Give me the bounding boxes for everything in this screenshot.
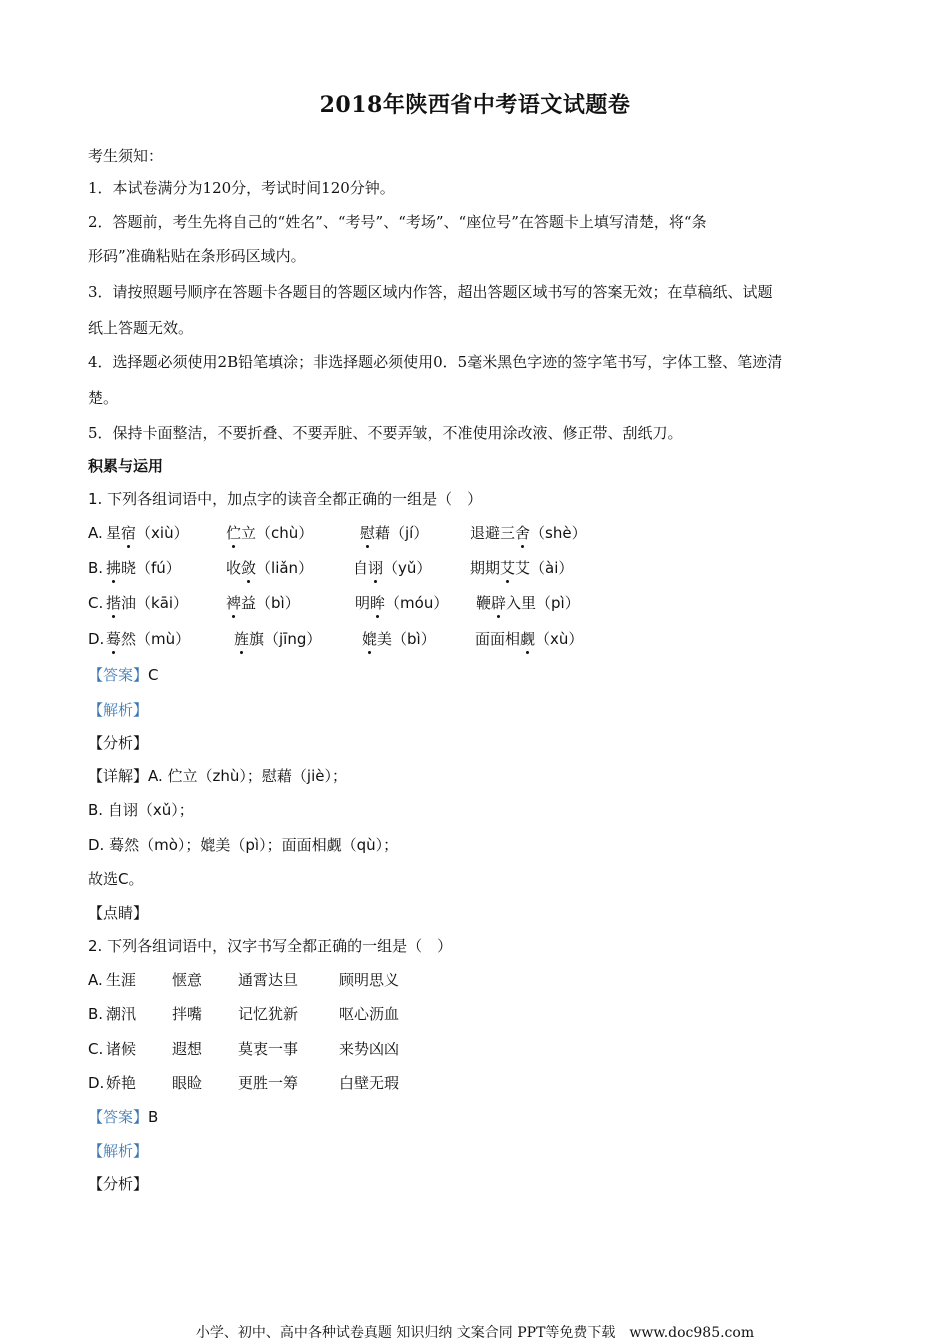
- q2-option-d: [88, 1073, 848, 1095]
- q1-option-b: [88, 558, 848, 580]
- option-word: 来势凶凶: [339, 1040, 400, 1058]
- detail-line: A. 伫立（zhù）；慰藉（jiè）；: [148, 767, 348, 785]
- q2-option-a: [88, 970, 848, 992]
- q2-option-b: [88, 1004, 848, 1026]
- option-word: 通霄达旦: [238, 971, 299, 989]
- section-heading: 积累与运用: [88, 457, 164, 475]
- q1-dianjing-tag: 【点睛】: [88, 904, 149, 922]
- option-word: 拌嘴: [172, 1005, 203, 1023]
- option-word: 眼睑: [172, 1074, 203, 1092]
- q1-stem: 1. 下列各组词语中，加点字的读音全都正确的一组是（ ）: [88, 490, 483, 508]
- option-label: B.: [88, 1005, 104, 1023]
- answer-tag: 【答案】: [88, 666, 149, 684]
- option-word: 自诩（yǔ）: [353, 559, 432, 577]
- q1-detail: [88, 766, 347, 786]
- option-word: 更胜一筹: [238, 1074, 299, 1092]
- option-word: 诸候: [106, 1040, 137, 1058]
- q1-option-c: [88, 593, 848, 615]
- option-word: 拂晓（fú）: [106, 559, 181, 577]
- notice-item: 形码”准确粘贴在条形码区域内。: [88, 247, 306, 265]
- notice-item: 2．答题前，考生先将自己的“姓名”、“考号”、“考场”、“座位号”在答题卡上填写清楚，将“条: [88, 213, 707, 231]
- option-word: 揩油（kāi）: [106, 594, 189, 612]
- notice-item: 3．请按照题号顺序在答题卡各题目的答题区域内作答，超出答题区域书写的答案无效；在草稿纸、试题: [88, 283, 773, 301]
- option-word: 明眸（móu）: [355, 594, 449, 612]
- answer-value: B: [148, 1108, 159, 1126]
- option-label: C.: [88, 594, 104, 612]
- option-word: 顾明思义: [339, 971, 400, 989]
- option-word: 旌旗（jīng）: [234, 630, 322, 648]
- q1-analysis-tag: 【解析】: [88, 701, 149, 719]
- option-word: 鞭辟入里（pì）: [476, 594, 580, 612]
- option-word: 娇艳: [106, 1074, 137, 1092]
- option-word: 面面相觑（xù）: [475, 630, 584, 648]
- notice-heading: 考生须知：: [88, 147, 164, 165]
- option-label: A.: [88, 524, 103, 542]
- option-word: 慰藉（jí）: [360, 524, 429, 542]
- q1-detail-line: B. 自诩（xǔ）；: [88, 801, 194, 819]
- q1-detail-line: D. 蓦然（mò）；媲美（pì）；面面相觑（qù）；: [88, 836, 399, 854]
- option-word: 星宿（xiù）: [106, 524, 189, 542]
- q2-answer: [88, 1107, 158, 1127]
- option-word: 收敛（liǎn）: [226, 559, 314, 577]
- option-label: B.: [88, 559, 104, 577]
- option-word: 记忆犹新: [238, 1005, 299, 1023]
- q1-answer: [88, 665, 159, 685]
- option-word: 呕心沥血: [339, 1005, 400, 1023]
- detail-tag: 【详解】: [88, 767, 149, 785]
- option-word: 伫立（chù）: [226, 524, 314, 542]
- notice-item: 4．选择题必须使用2B铅笔填涂；非选择题必须使用0．5毫米黑色字迹的签字笔书写，字体工整、笔迹清: [88, 353, 783, 371]
- page-title: 2018年陕西省中考语文试题卷: [319, 92, 631, 118]
- page-footer: 小学、初中、高中各种试卷真题 知识归纳 文案合同 PPT等免费下载 www.doc985.com: [195, 1325, 755, 1341]
- option-word: 裨益（bì）: [226, 594, 300, 612]
- option-label: A.: [88, 971, 103, 989]
- answer-value: C: [148, 666, 159, 684]
- q1-option-a: [88, 523, 848, 545]
- notice-item: 5．保持卡面整洁，不要折叠、不要弄脏、不要弄皱，不准使用涂改液、修正带、刮纸刀。: [88, 424, 683, 442]
- q2-analysis-tag: 【解析】: [88, 1142, 149, 1160]
- q2-option-c: [88, 1039, 848, 1061]
- option-word: 白壁无瑕: [339, 1074, 400, 1092]
- q2-stem: 2. 下列各组词语中，汉字书写全都正确的一组是（ ）: [88, 937, 453, 955]
- option-word: 惬意: [172, 971, 203, 989]
- notice-item: 1．本试卷满分为120分，考试时间120分钟。: [88, 179, 395, 197]
- notice-item: 纸上答题无效。: [88, 319, 194, 337]
- option-label: D.: [88, 630, 105, 648]
- option-word: 潮汛: [106, 1005, 137, 1023]
- q1-option-d: [88, 629, 848, 651]
- notice-item: 楚。: [88, 389, 119, 407]
- option-word: 遐想: [172, 1040, 203, 1058]
- option-word: 媲美（bì）: [362, 630, 436, 648]
- option-word: 退避三舍（shè）: [470, 524, 587, 542]
- q1-detail-line: 故选C。: [88, 870, 144, 888]
- answer-tag: 【答案】: [88, 1108, 149, 1126]
- option-label: C.: [88, 1040, 104, 1058]
- option-word: 生涯: [106, 971, 137, 989]
- option-word: 蓦然（mù）: [106, 630, 191, 648]
- q2-fenxi-tag: 【分析】: [88, 1175, 149, 1193]
- option-word: 莫衷一事: [238, 1040, 299, 1058]
- option-label: D.: [88, 1074, 105, 1092]
- q1-fenxi-tag: 【分析】: [88, 734, 149, 752]
- option-word: 期期艾艾（ài）: [470, 559, 574, 577]
